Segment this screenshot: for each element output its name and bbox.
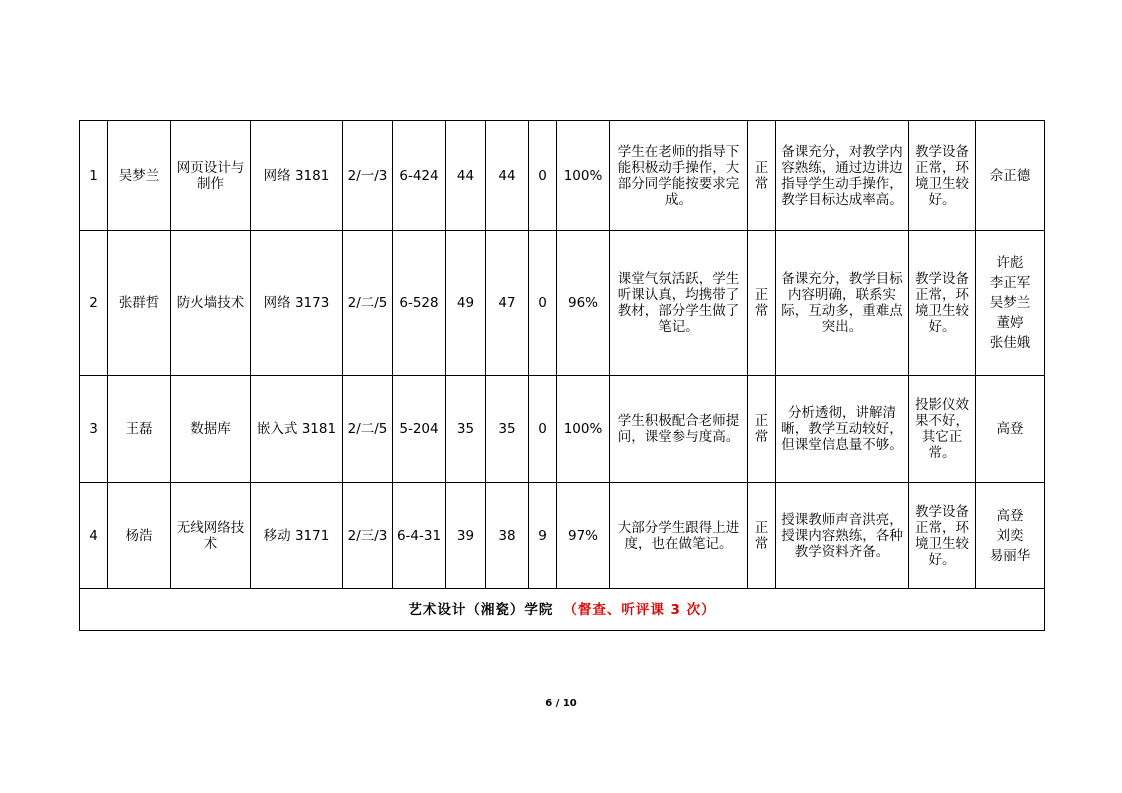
room-number: 5-204 [393, 376, 446, 483]
enrolled-count: 49 [446, 231, 486, 376]
class-name: 网络 3173 [251, 231, 343, 376]
teaching-note: 授课教师声音洪亮，授课内容熟练，各种教学资料齐备。 [776, 483, 909, 589]
teacher-name: 吴梦兰 [108, 121, 171, 231]
room-number: 6-424 [393, 121, 446, 231]
observer-name: 佘正德 [989, 167, 1031, 184]
class-name: 嵌入式 3181 [251, 376, 343, 483]
enrolled-count: 35 [446, 376, 486, 483]
learning-note: 大部分学生跟得上进度，也在做笔记。 [610, 483, 748, 589]
observer-name: 易丽华 [989, 547, 1031, 564]
observer-name: 董婷 [996, 315, 1024, 331]
attendance-rate: 100% [557, 376, 610, 483]
table-row [80, 121, 1045, 231]
status-cell: 正常 [748, 376, 776, 483]
inspection-table [79, 120, 1045, 631]
course-name: 防火墙技术 [171, 231, 251, 376]
table-row [80, 231, 1045, 376]
row-number: 3 [80, 376, 108, 483]
attendance-rate: 100% [557, 121, 610, 231]
enrolled-count: 44 [446, 121, 486, 231]
present-count: 47 [486, 231, 529, 376]
page-number: 6 / 10 [545, 698, 577, 709]
class-name: 网络 3181 [251, 121, 343, 231]
observers-cell [976, 483, 1045, 589]
room-number: 6-4-31 [393, 483, 446, 589]
session-cell: 2/三/3 [343, 483, 393, 589]
section-row [80, 589, 1045, 631]
observer-name: 高登 [996, 507, 1024, 524]
environment-note: 投影仪效果不好，其它正常。 [909, 376, 976, 483]
teacher-name: 杨浩 [108, 483, 171, 589]
present-count: 44 [486, 121, 529, 231]
session-cell: 2/二/5 [343, 231, 393, 376]
observer-name: 李正军 [989, 275, 1031, 291]
section-title: 艺术设计（湘瓷）学院 [408, 601, 554, 618]
teaching-note: 备课充分，对教学内容熟练，通过边讲边指导学生动手操作，教学目标达成率高。 [776, 121, 909, 231]
enrolled-count: 39 [446, 483, 486, 589]
learning-note: 课堂气氛活跃，学生听课认真，均携带了教材，部分学生做了笔记。 [610, 231, 748, 376]
row-number: 4 [80, 483, 108, 589]
present-count: 35 [486, 376, 529, 483]
attendance-rate: 97% [557, 483, 610, 589]
learning-note: 学生积极配合老师提问，课堂参与度高。 [610, 376, 748, 483]
class-name: 移动 3171 [251, 483, 343, 589]
absent-count: 0 [529, 121, 557, 231]
observer-name: 高登 [996, 421, 1024, 437]
environment-note: 教学设备正常，环境卫生较好。 [909, 231, 976, 376]
observer-name: 吴梦兰 [989, 295, 1031, 311]
status-cell: 正常 [748, 121, 776, 231]
table-row [80, 376, 1045, 483]
environment-note: 教学设备正常，环境卫生较好。 [909, 483, 976, 589]
status-cell: 正常 [748, 483, 776, 589]
observers-cell [976, 231, 1045, 376]
room-number: 6-528 [393, 231, 446, 376]
absent-count: 0 [529, 376, 557, 483]
learning-note: 学生在老师的指导下能积极动手操作，大部分同学能按要求完成。 [610, 121, 748, 231]
course-name: 网页设计与制作 [171, 121, 251, 231]
absent-count: 0 [529, 231, 557, 376]
course-name: 数据库 [171, 376, 251, 483]
observer-name: 刘奕 [996, 527, 1024, 544]
present-count: 38 [486, 483, 529, 589]
section-heading [80, 589, 1045, 631]
teaching-note: 备课充分，教学目标内容明确，联系实际，互动多，重难点突出。 [776, 231, 909, 376]
observers-cell [976, 121, 1045, 231]
environment-note: 教学设备正常，环境卫生较好。 [909, 121, 976, 231]
section-note: （督查、听评课 3 次） [563, 601, 716, 618]
teaching-note: 分析透彻，讲解清晰，教学互动较好，但课堂信息量不够。 [776, 376, 909, 483]
status-cell: 正常 [748, 231, 776, 376]
observer-name: 张佳娥 [989, 335, 1031, 351]
teacher-name: 张群哲 [108, 231, 171, 376]
observer-name: 许彪 [996, 255, 1024, 271]
table-row [80, 483, 1045, 589]
course-name: 无线网络技术 [171, 483, 251, 589]
session-cell: 2/一/3 [343, 121, 393, 231]
row-number: 2 [80, 231, 108, 376]
observers-cell [976, 376, 1045, 483]
absent-count: 9 [529, 483, 557, 589]
row-number: 1 [80, 121, 108, 231]
session-cell: 2/二/5 [343, 376, 393, 483]
teacher-name: 王磊 [108, 376, 171, 483]
attendance-rate: 96% [557, 231, 610, 376]
